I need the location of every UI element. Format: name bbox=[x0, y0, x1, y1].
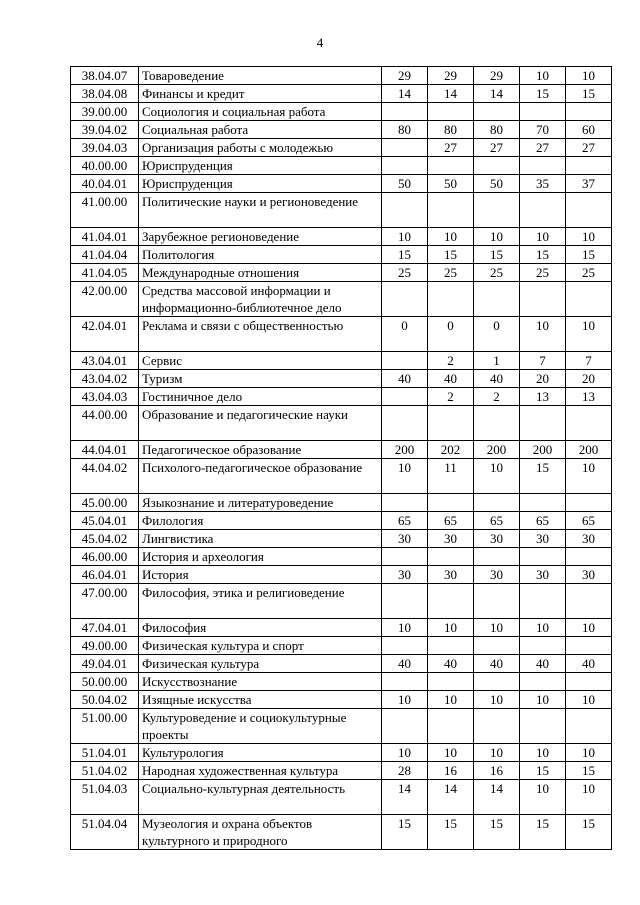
value-cell: 40 bbox=[520, 655, 566, 673]
value-cell bbox=[520, 494, 566, 512]
value-cell bbox=[566, 406, 612, 441]
value-cell bbox=[382, 352, 428, 370]
value-cell: 10 bbox=[566, 780, 612, 815]
value-cell: 15 bbox=[566, 815, 612, 850]
value-cell bbox=[474, 637, 520, 655]
value-cell bbox=[382, 637, 428, 655]
table-row bbox=[71, 459, 612, 494]
value-cell: 10 bbox=[520, 317, 566, 352]
value-cell bbox=[520, 709, 566, 744]
specialty-code: 39.00.00 bbox=[71, 103, 139, 121]
value-cell: 10 bbox=[520, 619, 566, 637]
value-cell: 10 bbox=[566, 228, 612, 246]
value-cell bbox=[382, 139, 428, 157]
value-cell bbox=[566, 584, 612, 619]
specialty-code: 42.04.01 bbox=[71, 317, 139, 352]
specialty-name: Педагогическое образование bbox=[139, 441, 382, 459]
value-cell: 15 bbox=[520, 459, 566, 494]
specialty-code: 40.00.00 bbox=[71, 157, 139, 175]
value-cell: 7 bbox=[520, 352, 566, 370]
value-cell: 10 bbox=[566, 619, 612, 637]
value-cell: 200 bbox=[474, 441, 520, 459]
table-row bbox=[71, 815, 612, 850]
value-cell: 2 bbox=[428, 388, 474, 406]
specialty-code: 51.04.01 bbox=[71, 744, 139, 762]
value-cell: 10 bbox=[428, 619, 474, 637]
table-row bbox=[71, 388, 612, 406]
value-cell: 14 bbox=[428, 780, 474, 815]
table-row bbox=[71, 121, 612, 139]
value-cell: 30 bbox=[520, 530, 566, 548]
value-cell: 29 bbox=[474, 67, 520, 85]
table-row bbox=[71, 691, 612, 709]
specialty-name: Психолого-педагогическое образование bbox=[139, 459, 382, 494]
value-cell: 35 bbox=[520, 175, 566, 193]
value-cell: 200 bbox=[566, 441, 612, 459]
specialty-code: 50.04.02 bbox=[71, 691, 139, 709]
value-cell: 10 bbox=[382, 619, 428, 637]
value-cell bbox=[520, 282, 566, 317]
specialty-code: 46.00.00 bbox=[71, 548, 139, 566]
table-row bbox=[71, 175, 612, 193]
specialty-name: Культурология bbox=[139, 744, 382, 762]
specialty-name: Гостиничное дело bbox=[139, 388, 382, 406]
specialty-name: Языкознание и литературоведение bbox=[139, 494, 382, 512]
specialty-code: 38.04.08 bbox=[71, 85, 139, 103]
value-cell bbox=[474, 157, 520, 175]
specialty-name: Организация работы с молодежью bbox=[139, 139, 382, 157]
value-cell: 65 bbox=[566, 512, 612, 530]
value-cell: 29 bbox=[382, 67, 428, 85]
table-row bbox=[71, 228, 612, 246]
specialty-name: Сервис bbox=[139, 352, 382, 370]
value-cell: 50 bbox=[474, 175, 520, 193]
value-cell: 15 bbox=[382, 815, 428, 850]
value-cell: 15 bbox=[382, 246, 428, 264]
specialty-code: 40.04.01 bbox=[71, 175, 139, 193]
specialty-name: Философия bbox=[139, 619, 382, 637]
value-cell bbox=[382, 709, 428, 744]
value-cell bbox=[428, 548, 474, 566]
value-cell bbox=[474, 548, 520, 566]
specialty-name: Народная художественная культура bbox=[139, 762, 382, 780]
specialty-code: 51.04.04 bbox=[71, 815, 139, 850]
table-row bbox=[71, 157, 612, 175]
specialty-code: 45.04.01 bbox=[71, 512, 139, 530]
specialty-name: История и археология bbox=[139, 548, 382, 566]
value-cell: 15 bbox=[520, 85, 566, 103]
value-cell: 37 bbox=[566, 175, 612, 193]
specialty-name: Политические науки и регионоведение bbox=[139, 193, 382, 228]
value-cell: 15 bbox=[474, 815, 520, 850]
specialty-name: Юриспруденция bbox=[139, 157, 382, 175]
table-row bbox=[71, 103, 612, 121]
value-cell: 13 bbox=[566, 388, 612, 406]
value-cell bbox=[428, 709, 474, 744]
value-cell: 10 bbox=[520, 780, 566, 815]
value-cell: 27 bbox=[520, 139, 566, 157]
specialty-name: Юриспруденция bbox=[139, 175, 382, 193]
value-cell bbox=[520, 157, 566, 175]
value-cell: 65 bbox=[520, 512, 566, 530]
table-row bbox=[71, 762, 612, 780]
value-cell: 14 bbox=[382, 85, 428, 103]
value-cell: 2 bbox=[428, 352, 474, 370]
specialty-code: 51.04.02 bbox=[71, 762, 139, 780]
value-cell bbox=[474, 193, 520, 228]
value-cell: 65 bbox=[382, 512, 428, 530]
table-row bbox=[71, 619, 612, 637]
value-cell bbox=[566, 637, 612, 655]
value-cell: 27 bbox=[566, 139, 612, 157]
value-cell bbox=[566, 103, 612, 121]
value-cell: 14 bbox=[428, 85, 474, 103]
value-cell: 10 bbox=[520, 67, 566, 85]
value-cell bbox=[520, 103, 566, 121]
specialty-name: Лингвистика bbox=[139, 530, 382, 548]
specialty-code: 44.04.02 bbox=[71, 459, 139, 494]
value-cell bbox=[474, 584, 520, 619]
specialty-name: Философия, этика и религиоведение bbox=[139, 584, 382, 619]
table-row bbox=[71, 530, 612, 548]
specialty-name: Образование и педагогические науки bbox=[139, 406, 382, 441]
value-cell: 15 bbox=[520, 246, 566, 264]
table-row bbox=[71, 584, 612, 619]
specialty-name: Туризм bbox=[139, 370, 382, 388]
value-cell bbox=[382, 103, 428, 121]
value-cell: 30 bbox=[566, 530, 612, 548]
value-cell bbox=[382, 282, 428, 317]
value-cell: 40 bbox=[382, 655, 428, 673]
value-cell: 2 bbox=[474, 388, 520, 406]
specialty-name: Искусствознание bbox=[139, 673, 382, 691]
table-row bbox=[71, 317, 612, 352]
specialty-code: 43.04.03 bbox=[71, 388, 139, 406]
value-cell bbox=[520, 193, 566, 228]
value-cell bbox=[382, 406, 428, 441]
value-cell: 70 bbox=[520, 121, 566, 139]
specialty-name: Физическая культура bbox=[139, 655, 382, 673]
specialty-code: 45.04.02 bbox=[71, 530, 139, 548]
table-row bbox=[71, 655, 612, 673]
value-cell: 10 bbox=[382, 691, 428, 709]
value-cell bbox=[520, 548, 566, 566]
value-cell: 30 bbox=[520, 566, 566, 584]
table-row bbox=[71, 264, 612, 282]
specialties-table bbox=[70, 66, 612, 850]
table-row bbox=[71, 370, 612, 388]
value-cell: 60 bbox=[566, 121, 612, 139]
value-cell: 80 bbox=[474, 121, 520, 139]
specialty-code: 44.00.00 bbox=[71, 406, 139, 441]
value-cell bbox=[474, 673, 520, 691]
value-cell: 10 bbox=[382, 228, 428, 246]
value-cell bbox=[520, 637, 566, 655]
specialty-code: 41.04.01 bbox=[71, 228, 139, 246]
value-cell: 29 bbox=[428, 67, 474, 85]
table-row bbox=[71, 709, 612, 744]
value-cell bbox=[428, 282, 474, 317]
value-cell bbox=[382, 548, 428, 566]
page-number: 4 bbox=[316, 35, 324, 50]
table-row bbox=[71, 637, 612, 655]
table-row bbox=[71, 548, 612, 566]
value-cell: 7 bbox=[566, 352, 612, 370]
value-cell: 80 bbox=[382, 121, 428, 139]
specialty-code: 41.04.04 bbox=[71, 246, 139, 264]
value-cell: 14 bbox=[474, 780, 520, 815]
value-cell: 10 bbox=[428, 691, 474, 709]
value-cell bbox=[382, 673, 428, 691]
value-cell: 10 bbox=[474, 459, 520, 494]
value-cell bbox=[428, 103, 474, 121]
table-row bbox=[71, 67, 612, 85]
value-cell bbox=[382, 584, 428, 619]
value-cell bbox=[566, 548, 612, 566]
specialty-code: 49.04.01 bbox=[71, 655, 139, 673]
value-cell bbox=[428, 157, 474, 175]
value-cell: 30 bbox=[566, 566, 612, 584]
value-cell: 16 bbox=[474, 762, 520, 780]
value-cell: 15 bbox=[520, 815, 566, 850]
value-cell: 15 bbox=[428, 815, 474, 850]
table-row bbox=[71, 780, 612, 815]
value-cell: 10 bbox=[520, 228, 566, 246]
value-cell: 25 bbox=[474, 264, 520, 282]
table-row bbox=[71, 441, 612, 459]
specialty-name: Физическая культура и спорт bbox=[139, 637, 382, 655]
value-cell bbox=[474, 282, 520, 317]
specialty-code: 46.04.01 bbox=[71, 566, 139, 584]
value-cell: 65 bbox=[474, 512, 520, 530]
table-row bbox=[71, 282, 612, 317]
specialty-code: 47.04.01 bbox=[71, 619, 139, 637]
value-cell: 40 bbox=[428, 655, 474, 673]
table-row bbox=[71, 512, 612, 530]
value-cell: 200 bbox=[382, 441, 428, 459]
value-cell: 40 bbox=[474, 370, 520, 388]
value-cell: 10 bbox=[382, 459, 428, 494]
value-cell bbox=[520, 406, 566, 441]
value-cell: 30 bbox=[428, 566, 474, 584]
specialty-name: Изящные искусства bbox=[139, 691, 382, 709]
value-cell: 16 bbox=[428, 762, 474, 780]
value-cell: 40 bbox=[428, 370, 474, 388]
table-row bbox=[71, 406, 612, 441]
value-cell: 10 bbox=[474, 228, 520, 246]
specialty-code: 41.00.00 bbox=[71, 193, 139, 228]
value-cell: 10 bbox=[520, 744, 566, 762]
value-cell bbox=[474, 103, 520, 121]
value-cell bbox=[428, 584, 474, 619]
value-cell: 30 bbox=[474, 566, 520, 584]
value-cell: 30 bbox=[382, 530, 428, 548]
value-cell bbox=[566, 157, 612, 175]
table-row bbox=[71, 494, 612, 512]
value-cell: 10 bbox=[566, 459, 612, 494]
value-cell: 14 bbox=[474, 85, 520, 103]
specialty-code: 43.04.02 bbox=[71, 370, 139, 388]
value-cell bbox=[382, 388, 428, 406]
specialty-name: Социальная работа bbox=[139, 121, 382, 139]
value-cell: 200 bbox=[520, 441, 566, 459]
specialty-code: 39.04.02 bbox=[71, 121, 139, 139]
value-cell: 10 bbox=[474, 691, 520, 709]
value-cell: 50 bbox=[382, 175, 428, 193]
value-cell: 10 bbox=[428, 228, 474, 246]
value-cell bbox=[474, 494, 520, 512]
value-cell: 30 bbox=[428, 530, 474, 548]
value-cell: 15 bbox=[566, 762, 612, 780]
value-cell: 15 bbox=[474, 246, 520, 264]
specialty-code: 42.00.00 bbox=[71, 282, 139, 317]
value-cell bbox=[566, 494, 612, 512]
specialty-code: 51.04.03 bbox=[71, 780, 139, 815]
table-row bbox=[71, 352, 612, 370]
value-cell: 10 bbox=[520, 691, 566, 709]
specialty-name: Политология bbox=[139, 246, 382, 264]
value-cell: 10 bbox=[566, 67, 612, 85]
table-row bbox=[71, 566, 612, 584]
value-cell: 30 bbox=[382, 566, 428, 584]
value-cell bbox=[428, 193, 474, 228]
table-row bbox=[71, 193, 612, 228]
specialty-code: 43.04.01 bbox=[71, 352, 139, 370]
value-cell bbox=[566, 193, 612, 228]
value-cell bbox=[382, 157, 428, 175]
specialty-name: Товароведение bbox=[139, 67, 382, 85]
table-row bbox=[71, 139, 612, 157]
specialty-name: История bbox=[139, 566, 382, 584]
table-row bbox=[71, 85, 612, 103]
value-cell bbox=[566, 282, 612, 317]
value-cell: 40 bbox=[382, 370, 428, 388]
specialty-name: Реклама и связи с общественностью bbox=[139, 317, 382, 352]
value-cell bbox=[474, 406, 520, 441]
value-cell: 50 bbox=[428, 175, 474, 193]
value-cell bbox=[382, 193, 428, 228]
value-cell bbox=[428, 494, 474, 512]
value-cell: 0 bbox=[428, 317, 474, 352]
specialty-name: Культуроведение и социокультурные проекты bbox=[139, 709, 382, 744]
specialty-name: Международные отношения bbox=[139, 264, 382, 282]
value-cell: 10 bbox=[474, 744, 520, 762]
specialty-name: Социология и социальная работа bbox=[139, 103, 382, 121]
value-cell: 15 bbox=[566, 246, 612, 264]
specialty-code: 49.00.00 bbox=[71, 637, 139, 655]
value-cell: 65 bbox=[428, 512, 474, 530]
value-cell bbox=[428, 406, 474, 441]
value-cell: 10 bbox=[566, 691, 612, 709]
value-cell: 10 bbox=[428, 744, 474, 762]
value-cell: 11 bbox=[428, 459, 474, 494]
value-cell: 13 bbox=[520, 388, 566, 406]
specialty-name: Зарубежное регионоведение bbox=[139, 228, 382, 246]
value-cell: 0 bbox=[382, 317, 428, 352]
specialty-code: 50.00.00 bbox=[71, 673, 139, 691]
value-cell bbox=[428, 673, 474, 691]
specialty-code: 41.04.05 bbox=[71, 264, 139, 282]
value-cell: 10 bbox=[566, 317, 612, 352]
value-cell bbox=[566, 709, 612, 744]
value-cell: 25 bbox=[382, 264, 428, 282]
value-cell: 27 bbox=[428, 139, 474, 157]
specialty-name: Средства массовой информации и информационно-библиотечное дело bbox=[139, 282, 382, 317]
value-cell: 1 bbox=[474, 352, 520, 370]
specialty-code: 39.04.03 bbox=[71, 139, 139, 157]
value-cell: 10 bbox=[566, 744, 612, 762]
table-row bbox=[71, 246, 612, 264]
value-cell: 15 bbox=[520, 762, 566, 780]
value-cell bbox=[382, 494, 428, 512]
value-cell: 80 bbox=[428, 121, 474, 139]
value-cell: 10 bbox=[474, 619, 520, 637]
value-cell bbox=[566, 673, 612, 691]
value-cell: 25 bbox=[520, 264, 566, 282]
value-cell: 25 bbox=[428, 264, 474, 282]
value-cell: 0 bbox=[474, 317, 520, 352]
specialty-code: 44.04.01 bbox=[71, 441, 139, 459]
value-cell: 25 bbox=[566, 264, 612, 282]
table-row bbox=[71, 744, 612, 762]
table-row bbox=[71, 673, 612, 691]
value-cell: 30 bbox=[474, 530, 520, 548]
specialty-name: Филология bbox=[139, 512, 382, 530]
specialty-code: 51.00.00 bbox=[71, 709, 139, 744]
specialty-name: Социально-культурная деятельность bbox=[139, 780, 382, 815]
value-cell: 20 bbox=[566, 370, 612, 388]
value-cell: 10 bbox=[382, 744, 428, 762]
value-cell bbox=[520, 673, 566, 691]
value-cell: 28 bbox=[382, 762, 428, 780]
specialty-code: 38.04.07 bbox=[71, 67, 139, 85]
value-cell: 202 bbox=[428, 441, 474, 459]
value-cell: 40 bbox=[566, 655, 612, 673]
specialty-name: Музеология и охрана объектов культурного и природного bbox=[139, 815, 382, 850]
value-cell bbox=[520, 584, 566, 619]
value-cell: 15 bbox=[428, 246, 474, 264]
value-cell: 27 bbox=[474, 139, 520, 157]
value-cell: 40 bbox=[474, 655, 520, 673]
value-cell bbox=[474, 709, 520, 744]
specialty-code: 47.00.00 bbox=[71, 584, 139, 619]
specialty-name: Финансы и кредит bbox=[139, 85, 382, 103]
value-cell: 20 bbox=[520, 370, 566, 388]
value-cell: 15 bbox=[566, 85, 612, 103]
value-cell: 14 bbox=[382, 780, 428, 815]
specialty-code: 45.00.00 bbox=[71, 494, 139, 512]
value-cell bbox=[428, 637, 474, 655]
